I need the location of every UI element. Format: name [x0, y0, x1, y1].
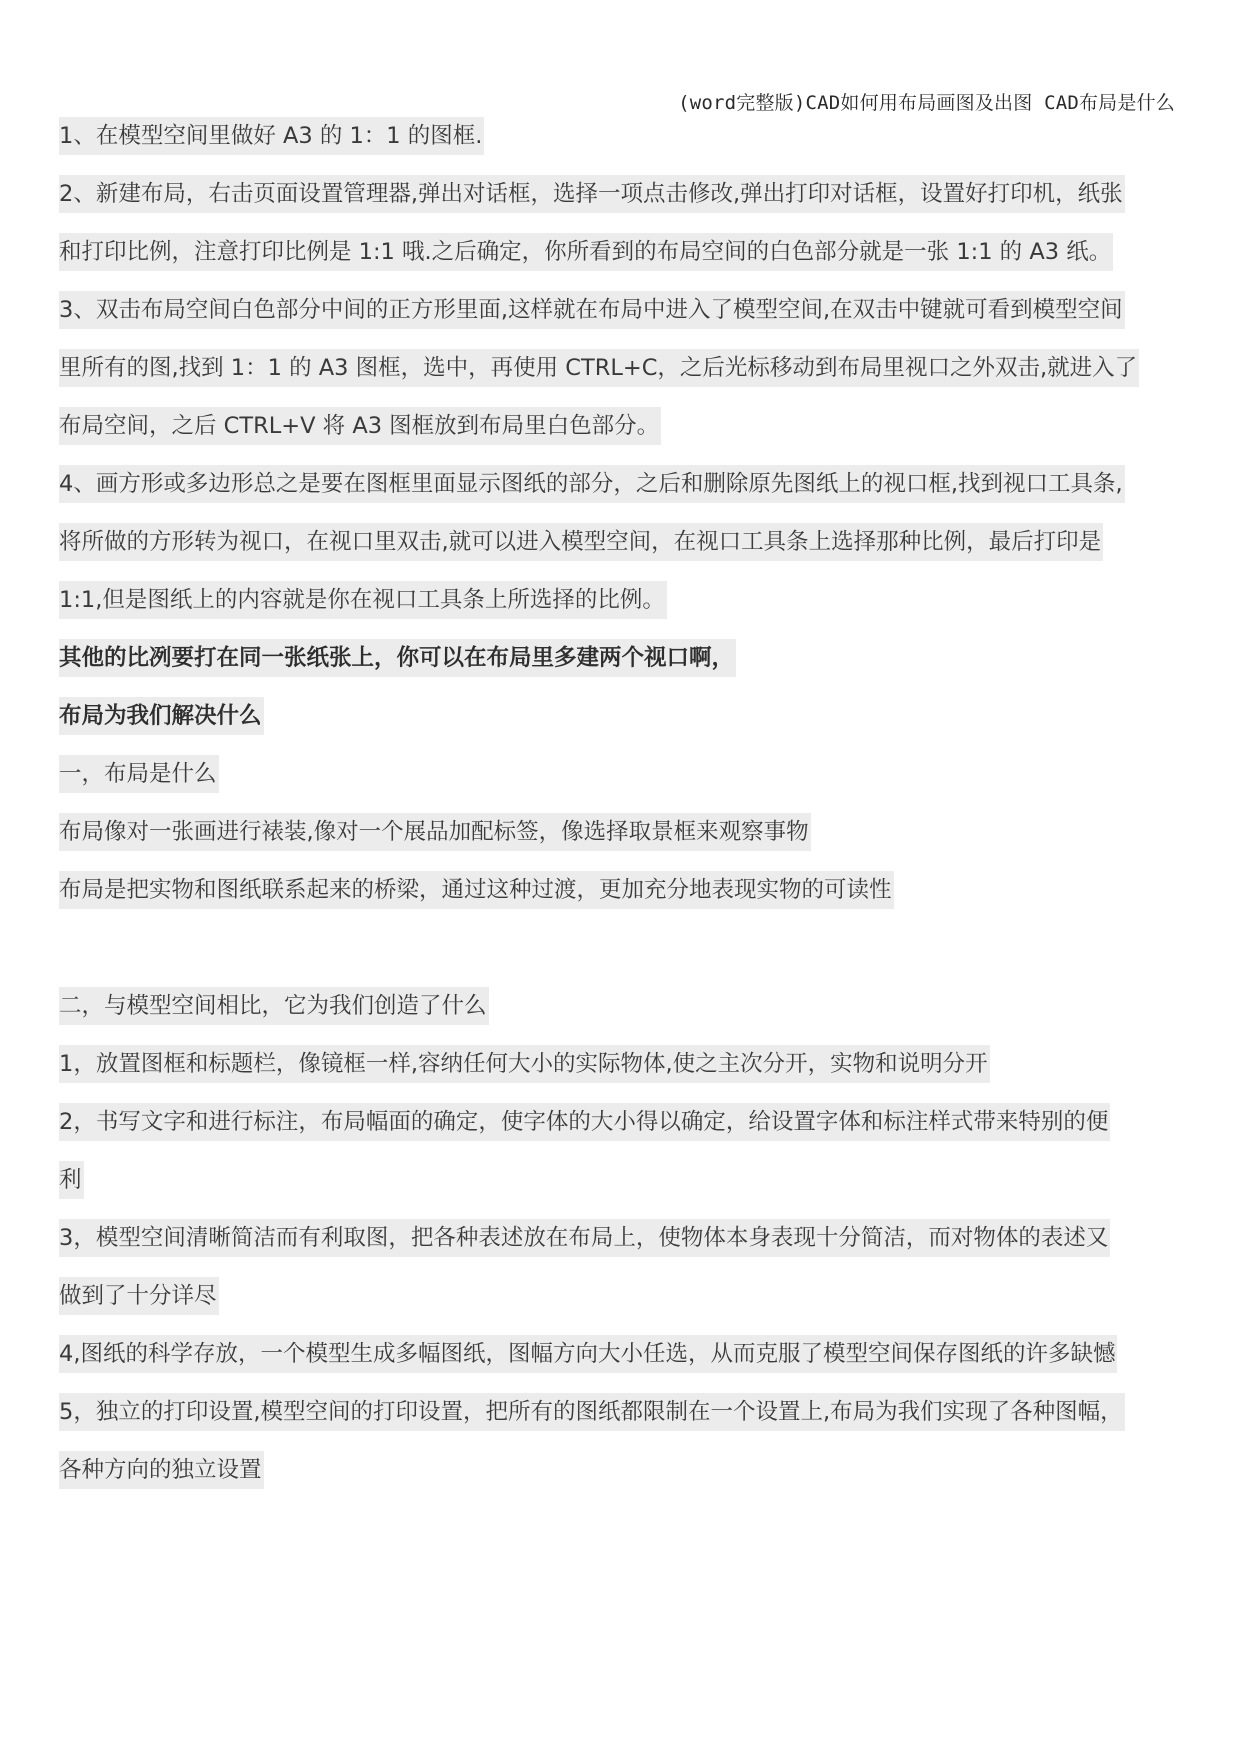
subsection-heading: 二，与模型空间相比，它为我们创造了什么 — [59, 987, 489, 1025]
subsection-heading: 一，布局是什么 — [59, 755, 219, 793]
list-item: 4,图纸的科学存放，一个模型生成多幅图纸，图幅方向大小任选，从而克服了模型空间保存图纸的许多缺憾 — [59, 1335, 1117, 1373]
list-item: 2，书写文字和进行标注，布局幅面的确定，使字体的大小得以确定，给设置字体和标注样式带来特别的便 — [59, 1103, 1110, 1141]
list-item: 3，模型空间清晰简洁而有利取图，把各种表述放在布局上，使物体本身表现十分简洁，而对物体的表述又 — [59, 1219, 1110, 1257]
paragraph-line: 4、画方形或多边形总之是要在图框里面显示图纸的部分，之后和删除原先图纸上的视口框,找到视口工具条, — [59, 465, 1125, 503]
paragraph-line: 布局像对一张画进行裱装,像对一个展品加配标签，像选择取景框来观察事物 — [59, 813, 811, 851]
list-item-continuation: 各种方向的独立设置 — [59, 1451, 264, 1489]
paragraph-line: 3、双击布局空间白色部分中间的正方形里面,这样就在布局中进入了模型空间,在双击中键就可看到模型空间 — [59, 291, 1125, 329]
section-heading: 布局为我们解决什么 — [59, 697, 264, 735]
paragraph-line: 将所做的方形转为视口，在视口里双击,就可以进入模型空间，在视口工具条上选择那种比例，最后打印是 — [59, 523, 1103, 561]
paragraph-line: 布局是把实物和图纸联系起来的桥梁，通过这种过渡，更加充分地表现实物的可读性 — [59, 871, 894, 909]
list-item-continuation: 利 — [59, 1161, 84, 1199]
paragraph-line: 布局空间，之后 CTRL+V 将 A3 图框放到布局里白色部分。 — [59, 407, 661, 445]
paragraph-line: 2、新建布局，右击页面设置管理器,弹出对话框，选择一项点击修改,弹出打印对话框，设置好打印机，纸张 — [59, 175, 1125, 213]
paragraph-line: 里所有的图,找到 1：1 的 A3 图框，选中，再使用 CTRL+C，之后光标移动到布局里视口之外双击,就进入了 — [59, 349, 1139, 387]
list-item: 1，放置图框和标题栏，像镜框一样,容纳任何大小的实际物体,使之主次分开，实物和说明分开 — [59, 1045, 990, 1083]
paragraph-line: 1:1,但是图纸上的内容就是你在视口工具条上所选择的比例。 — [59, 581, 667, 619]
paragraph-line: 1、在模型空间里做好 A3 的 1：1 的图框. — [59, 117, 484, 155]
list-item: 5，独立的打印设置,模型空间的打印设置，把所有的图纸都限制在一个设置上,布局为我们实现了各种图幅， — [59, 1393, 1125, 1431]
bold-note-line: 其他的比冽要打在同一张纸张上，你可以在布局里多建两个视口啊， — [59, 639, 736, 677]
page-header-title: (word完整版)CAD如何用布局画图及出图 CAD布局是什么 — [678, 92, 1175, 114]
list-item-continuation: 做到了十分详尽 — [59, 1277, 219, 1315]
paragraph-line: 和打印比例，注意打印比例是 1:1 哦.之后确定，你所看到的布局空间的白色部分就是一张 1:1 的 A3 纸。 — [59, 233, 1113, 271]
